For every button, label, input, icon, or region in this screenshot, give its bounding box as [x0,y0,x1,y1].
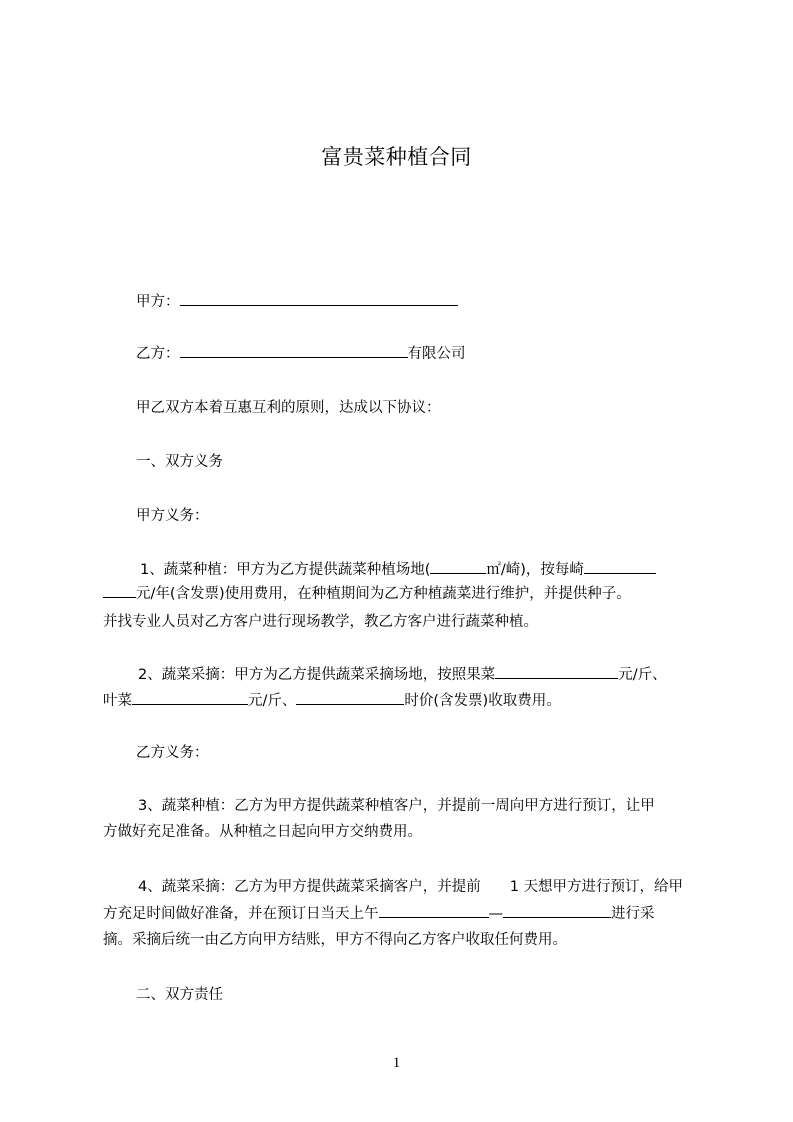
clause-4-text-c: 进行采 [611,906,655,922]
price-blank [584,559,656,574]
clause-2-text-b: 元/斤、 [618,667,667,683]
intro-text: 甲乙双方本着互惠互利的原则，达成以下协议： [136,400,441,416]
time-start-blank [379,903,489,918]
clause-4-line-3: 摘。采摘后统一由乙方向甲方结账，甲方不得向乙方客户收取任何费用。 [103,932,567,948]
page-number: 1 [392,1055,401,1071]
clause-2-text-a: 2、蔬菜采摘：甲方为乙方提供蔬菜采摘场地，按照果菜 [138,667,496,683]
clause-2-text-c: 叶菜 [103,693,132,709]
party-b-duties-heading: 乙方义务： [136,745,209,761]
clause-1-line-2 [103,583,631,604]
clause-1-line-1 [140,559,656,580]
clause-3-line-2: 方做好充足准备。从种植之日起向甲方交纳费用。 [103,824,422,840]
party-a-label: 甲方： [136,294,180,310]
section-1-heading: 一、双方义务 [136,454,223,470]
seasonal-price-blank [296,690,404,705]
party-a-blank [180,291,458,306]
area-blank [430,559,486,574]
clause-3-line-1: 3、蔬菜种植：乙方为甲方提供蔬菜种植客户，并提前一周向甲方进行预订，让甲 [138,798,655,814]
clause-2-line-2 [103,690,561,711]
document-title: 富贵菜种植合同 [321,145,472,169]
clause-2-line-1 [138,664,667,685]
clause-4-line-1: 4、蔬菜采摘：乙方为甲方提供蔬菜采摘客户，并提前 1 天想甲方进行预订，给甲 [138,879,684,895]
price-blank-cont [103,583,136,598]
party-b-suffix: 有限公司 [407,346,466,362]
clause-1-text-c: 元/年(含发票)使用费用，在种植期间为乙方种植蔬菜进行维护，并提供种子。 [136,586,631,602]
party-a-line [136,291,458,312]
clause-4-line-2 [103,903,655,924]
leaf-veg-price-blank [132,690,248,705]
clause-4-text-b: 方充足时间做好准备，并在预订日当天上午 [103,906,379,922]
clause-1-line-3: 并找专业人员对乙方客户进行现场教学，教乙方客户进行蔬菜种植。 [103,614,538,630]
clause-1-text-a: 1、蔬菜种植：甲方为乙方提供蔬菜种植场地( [140,562,431,578]
time-end-blank [503,903,611,918]
party-b-line [136,343,466,364]
clause-1-text-b: ㎡/崎)，按每崎 [486,562,584,578]
party-b-blank [180,343,408,358]
party-b-label: 乙方： [136,346,180,362]
fruit-veg-price-blank [495,664,618,679]
section-2-heading: 二、双方责任 [136,987,223,1003]
clause-4-dash: — [488,906,503,922]
clause-2-text-d: 元/斤、 [248,693,297,709]
clause-2-text-e: 时价(含发票)收取费用。 [404,693,561,709]
party-a-duties-heading: 甲方义务： [136,508,209,524]
